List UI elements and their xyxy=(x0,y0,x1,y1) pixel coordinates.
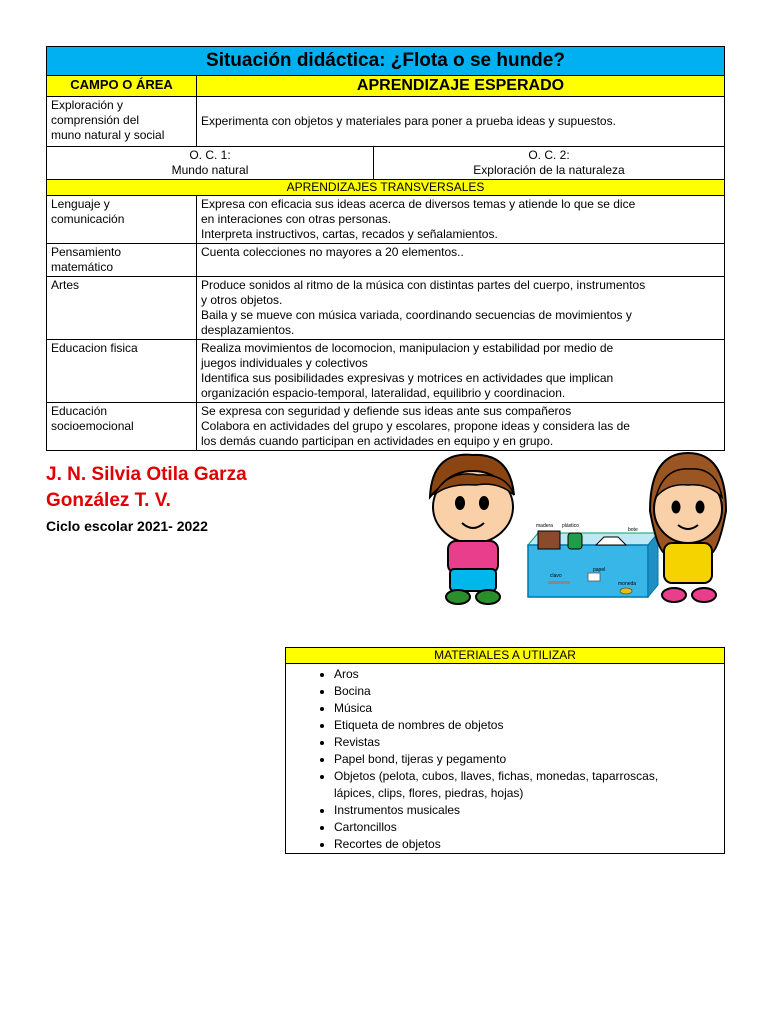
girl-illustration xyxy=(650,453,726,602)
aprendizaje-header: APRENDIZAJE ESPERADO xyxy=(197,76,725,97)
expected-learning: Experimenta con objetos y materiales para poner a prueba ideas y supuestos. xyxy=(197,97,725,147)
list-item: • Recortes de objetos xyxy=(334,836,718,853)
area-cell: Artes xyxy=(47,277,197,340)
planning-table xyxy=(46,46,725,451)
learning-cell: Cuenta colecciones no mayores a 20 elementos.. xyxy=(197,244,725,277)
list-item: • Aros xyxy=(334,666,718,683)
learning-cell: Se expresa con seguridad y defiende sus ideas ante sus compañeros Colabora en actividades del grupo y escolares, propone ideas y considera las de los demás cuando participan en actividades en equipo y en grupo. xyxy=(197,403,725,451)
kids-experiment-illustration xyxy=(418,445,728,610)
materials-header: MATERIALES A UTILIZAR xyxy=(286,648,724,664)
svg-text:clavo: clavo xyxy=(550,573,562,579)
materials-box xyxy=(285,647,725,854)
learning-cell: Produce sonidos al ritmo de la música con distintas partes del cuerpo, instrumentos y otros objetos. Baila y se mueve con música variada, coordinando secuencias de movimientos y desplazamientos. xyxy=(197,277,725,340)
svg-text:plástico: plástico xyxy=(562,523,579,529)
area-cell: Educacion fisica xyxy=(47,340,197,403)
learning-cell: Realiza movimientos de locomocion, manipulacion y estabilidad por medio de juegos individuales y colectivos Identifica sus posibilidades expresivas y motrices en actividades que implican organización espacio-temporal, lateralidad, equilibrio y coordinacion. xyxy=(197,340,725,403)
list-item: • Instrumentos musicales xyxy=(334,802,718,819)
materials-list xyxy=(286,664,724,853)
svg-text:bote: bote xyxy=(628,527,638,533)
page-title: Situación didáctica: ¿Flota o se hunde? xyxy=(47,47,725,76)
svg-text:moneda: moneda xyxy=(618,581,637,587)
list-item: • Objetos (pelota, cubos, llaves, fichas, monedas, taparroscas, lápices, clips, flores, piedras, hojas) xyxy=(334,768,718,802)
transversal-header: APRENDIZAJES TRANSVERSALES xyxy=(47,180,725,196)
list-item: • Papel bond, tijeras y pegamento xyxy=(334,751,718,768)
school-cycle: Ciclo escolar 2021- 2022 xyxy=(46,518,208,534)
field-cell: Exploración y comprensión del muno natural y social xyxy=(47,97,197,147)
list-item: • Etiqueta de nombres de objetos xyxy=(334,717,718,734)
list-item: • Revistas xyxy=(334,734,718,751)
table-row xyxy=(47,196,725,244)
table-row xyxy=(47,340,725,403)
list-item: • Bocina xyxy=(334,683,718,700)
author-block xyxy=(46,462,247,536)
oc2-cell: O. C. 2: Exploración de la naturaleza xyxy=(374,147,725,180)
author-name-line1: J. N. Silvia Otila Garza xyxy=(46,464,247,485)
table-row xyxy=(47,244,725,277)
table-row xyxy=(47,277,725,340)
list-item: • Cartoncillos xyxy=(334,819,718,836)
area-cell: Educación socioemocional xyxy=(47,403,197,451)
table-row xyxy=(47,403,725,451)
oc1-cell: O. C. 1: Mundo natural xyxy=(47,147,374,180)
learning-cell: Expresa con eficacia sus ideas acerca de diversos temas y atiende lo que se dice en interaciones con otras personas. Interpreta instructivos, cartas, recados y señalamientos. xyxy=(197,196,725,244)
water-tank-illustration xyxy=(528,523,658,597)
campo-header: CAMPO O ÁREA xyxy=(47,76,197,97)
author-name-line2: González T. V. xyxy=(46,490,171,511)
area-cell: Lenguaje y comunicación xyxy=(47,196,197,244)
svg-text:papel: papel xyxy=(593,567,606,573)
area-cell: Pensamiento matemático xyxy=(47,244,197,277)
svg-text:madera: madera xyxy=(536,523,553,529)
boy-illustration xyxy=(430,455,514,604)
list-item: • Música xyxy=(334,700,718,717)
